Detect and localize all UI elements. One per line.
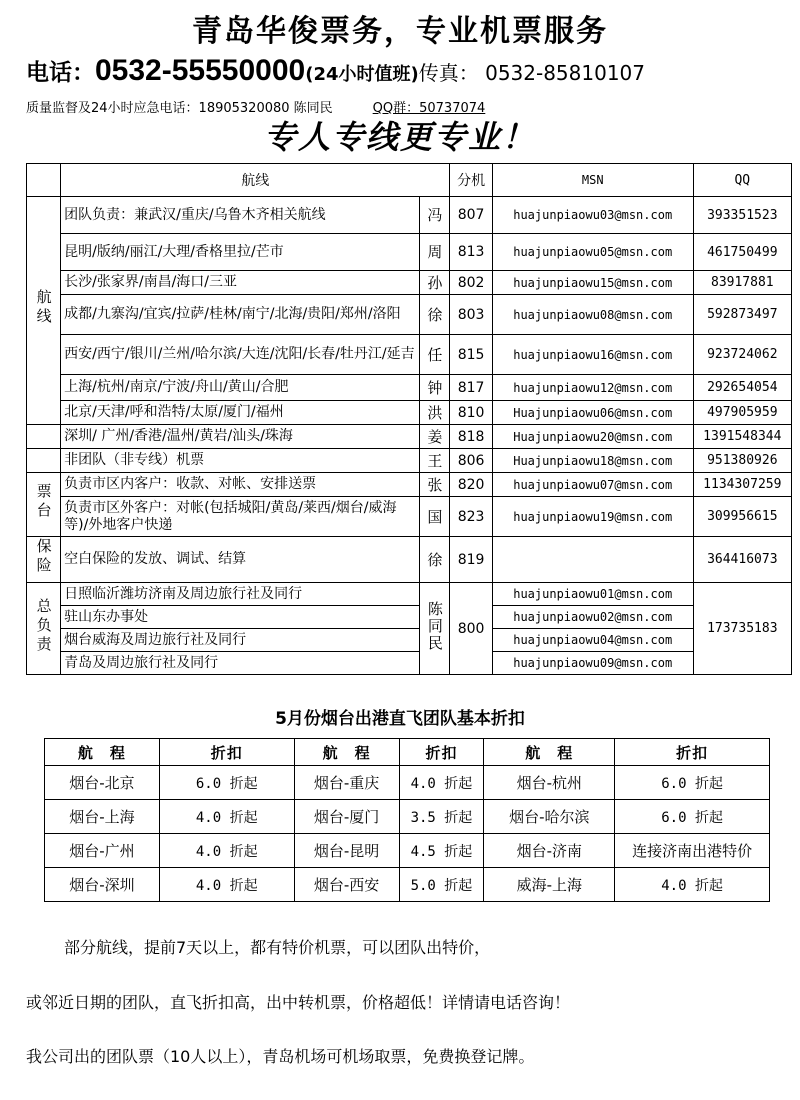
msn-cell: huajunpiaowu15@msn.com — [492, 271, 693, 295]
discount-row — [45, 868, 770, 902]
qq-cell: 951380926 — [693, 449, 791, 473]
route-cell: 青岛及周边旅行社及同行 — [61, 652, 420, 675]
table-row — [27, 652, 792, 675]
ext-cell: 820 — [450, 473, 492, 497]
route-cell: 烟台-北京 — [45, 766, 160, 800]
person-cell: 洪 — [420, 401, 450, 425]
ext-cell: 813 — [450, 234, 492, 271]
route-cell: 非团队（非专线）机票 — [61, 449, 420, 473]
discount-cell: 4.0 折起 — [159, 868, 294, 902]
msn-cell: huajunpiaowu04@msn.com — [492, 629, 693, 652]
route-cell: 昆明/版纳/丽江/大理/香格里拉/芒市 — [61, 234, 420, 271]
table-row — [27, 271, 792, 295]
route-cell: 北京/天津/呼和浩特/太原/厦门/福州 — [61, 401, 420, 425]
ext-cell: 810 — [450, 401, 492, 425]
discount-table — [44, 738, 770, 902]
msn-cell: huajunpiaowu19@msn.com — [492, 497, 693, 537]
table-row — [27, 606, 792, 629]
ext-cell: 815 — [450, 335, 492, 375]
qq-cell: 309956615 — [693, 497, 791, 537]
msn-cell: huajunpiaowu08@msn.com — [492, 295, 693, 335]
person-cell: 姜 — [420, 425, 450, 449]
category-insurance: 保险 — [27, 537, 61, 583]
msn-cell: huajunpiaowu12@msn.com — [492, 375, 693, 401]
person-cell: 任 — [420, 335, 450, 375]
discount-row — [45, 800, 770, 834]
discount-header-row — [45, 739, 770, 766]
route-cell: 威海-上海 — [484, 868, 615, 902]
msn-cell: huajunpiaowu16@msn.com — [492, 335, 693, 375]
person-cell: 国 — [420, 497, 450, 537]
person-cell: 徐 — [420, 537, 450, 583]
qq-cell: 393351523 — [693, 197, 791, 234]
route-cell: 烟台-深圳 — [45, 868, 160, 902]
header-ext: 分机 — [450, 164, 492, 197]
discount-row — [45, 766, 770, 800]
header-route: 航线 — [61, 164, 450, 197]
discount-cell: 连接济南出港特价 — [615, 834, 770, 868]
route-cell: 烟台威海及周边旅行社及同行 — [61, 629, 420, 652]
qq-cell: 461750499 — [693, 234, 791, 271]
discount-cell: 5.0 折起 — [399, 868, 484, 902]
route-cell: 烟台-广州 — [45, 834, 160, 868]
msn-cell: Huajunpiaowu18@msn.com — [492, 449, 693, 473]
header-route-2: 航 程 — [294, 739, 399, 766]
table-row — [27, 335, 792, 375]
header-route-1: 航 程 — [45, 739, 160, 766]
quality-phone: 质量监督及24小时应急电话：18905320080 陈同民 — [26, 101, 333, 116]
phone-line — [26, 54, 645, 88]
fax-number: 传真： 0532-85810107 — [418, 61, 646, 85]
page-title: 青岛华俊票务，专业机票服务 — [192, 14, 608, 49]
qq-cell: 923724062 — [693, 335, 791, 375]
msn-cell: huajunpiaowu02@msn.com — [492, 606, 693, 629]
discount-cell: 4.0 折起 — [159, 834, 294, 868]
discount-cell: 4.0 折起 — [615, 868, 770, 902]
route-cell: 上海/杭州/南京/宁波/舟山/黄山/合肥 — [61, 375, 420, 401]
route-cell: 深圳/ 广州/香港/温州/黄岩/汕头/珠海 — [61, 425, 420, 449]
ext-cell: 802 — [450, 271, 492, 295]
qq-cell: 497905959 — [693, 401, 791, 425]
category-routes: 航线 — [27, 197, 61, 425]
discount-cell: 4.0 折起 — [399, 766, 484, 800]
route-cell: 驻山东办事处 — [61, 606, 420, 629]
route-cell: 长沙/张家界/南昌/海口/三亚 — [61, 271, 420, 295]
category-blank — [27, 449, 61, 473]
staff-table — [26, 163, 792, 675]
msn-cell: huajunpiaowu09@msn.com — [492, 652, 693, 675]
ext-cell: 818 — [450, 425, 492, 449]
ext-cell: 823 — [450, 497, 492, 537]
route-cell: 负责市区内客户：收款、对帐、安排送票 — [61, 473, 420, 497]
table-row — [27, 197, 792, 234]
note-paragraph-1: 部分航线，提前7天以上，都有特价机票，可以团队出特价， — [64, 938, 491, 957]
route-cell: 烟台-厦门 — [294, 800, 399, 834]
discount-cell: 4.5 折起 — [399, 834, 484, 868]
discount-cell: 6.0 折起 — [615, 800, 770, 834]
route-cell: 烟台-济南 — [484, 834, 615, 868]
note-paragraph-3: 我公司出的团队票（10人以上），青岛机场可机场取票，免费换登记牌。 — [26, 1047, 535, 1066]
header-route-3: 航 程 — [484, 739, 615, 766]
table-header-row — [27, 164, 792, 197]
phone-note: (24小时值班) — [305, 64, 419, 85]
qq-cell: 1134307259 — [693, 473, 791, 497]
person-cell: 钟 — [420, 375, 450, 401]
discount-cell: 3.5 折起 — [399, 800, 484, 834]
discount-cell: 6.0 折起 — [159, 766, 294, 800]
table-row — [27, 401, 792, 425]
ext-cell-general: 800 — [450, 583, 492, 675]
route-cell: 烟台-重庆 — [294, 766, 399, 800]
category-ticket: 票台 — [27, 473, 61, 537]
msn-cell: huajunpiaowu07@msn.com — [492, 473, 693, 497]
ext-cell: 806 — [450, 449, 492, 473]
discount-cell: 6.0 折起 — [615, 766, 770, 800]
header-discount-1: 折扣 — [159, 739, 294, 766]
header-blank — [27, 164, 61, 197]
table-row — [27, 449, 792, 473]
qq-group: QQ群：50737074 — [372, 101, 486, 116]
msn-cell: Huajunpiaowu20@msn.com — [492, 425, 693, 449]
header-discount-2: 折扣 — [399, 739, 484, 766]
route-cell: 烟台-哈尔滨 — [484, 800, 615, 834]
qq-cell: 1391548344 — [693, 425, 791, 449]
person-cell: 冯 — [420, 197, 450, 234]
header-discount-3: 折扣 — [615, 739, 770, 766]
discount-title: 5月份烟台出港直飞团队基本折扣 — [275, 709, 525, 729]
route-cell: 成都/九寨沟/宜宾/拉萨/桂林/南宁/北海/贵阳/郑州/洛阳 — [61, 295, 420, 335]
msn-cell: huajunpiaowu01@msn.com — [492, 583, 693, 606]
person-cell: 徐 — [420, 295, 450, 335]
ext-cell: 807 — [450, 197, 492, 234]
table-row — [27, 473, 792, 497]
route-cell: 空白保险的发放、调试、结算 — [61, 537, 420, 583]
header-msn: MSN — [492, 164, 693, 197]
table-row — [27, 425, 792, 449]
phone-number: 0532-55550000 — [95, 54, 306, 87]
slogan: 专人专线更专业！ — [263, 118, 536, 156]
qq-cell: 592873497 — [693, 295, 791, 335]
note-paragraph-2: 或邻近日期的团队，直飞折扣高，出中转机票，价格超低！详情请电话咨询！ — [26, 993, 571, 1012]
ext-cell: 803 — [450, 295, 492, 335]
category-general: 总负责 — [27, 583, 61, 675]
table-row — [27, 295, 792, 335]
category-blank — [27, 425, 61, 449]
person-cell: 孙 — [420, 271, 450, 295]
ext-cell: 817 — [450, 375, 492, 401]
phone-label: 电话： — [26, 60, 95, 86]
table-row — [27, 375, 792, 401]
header-qq: QQ — [693, 164, 791, 197]
table-row — [27, 537, 792, 583]
route-cell: 日照临沂潍坊济南及周边旅行社及同行 — [61, 583, 420, 606]
route-cell: 团队负责：兼武汉/重庆/乌鲁木齐相关航线 — [61, 197, 420, 234]
route-cell: 烟台-上海 — [45, 800, 160, 834]
table-row — [27, 234, 792, 271]
person-cell-general: 陈同民 — [420, 583, 450, 675]
route-cell: 烟台-杭州 — [484, 766, 615, 800]
person-cell: 王 — [420, 449, 450, 473]
table-row — [27, 583, 792, 606]
route-cell: 西安/西宁/银川/兰州/哈尔滨/大连/沈阳/长春/牡丹江/延吉 — [61, 335, 420, 375]
qq-cell: 292654054 — [693, 375, 791, 401]
table-row — [27, 497, 792, 537]
qq-cell: 83917881 — [693, 271, 791, 295]
msn-cell: Huajunpiaowu06@msn.com — [492, 401, 693, 425]
discount-row — [45, 834, 770, 868]
route-cell: 烟台-西安 — [294, 868, 399, 902]
route-cell: 烟台-昆明 — [294, 834, 399, 868]
route-cell: 负责市区外客户：对帐(包括城阳/黄岛/莱西/烟台/威海等)/外地客户快递 — [61, 497, 420, 537]
msn-cell: huajunpiaowu03@msn.com — [492, 197, 693, 234]
table-row — [27, 629, 792, 652]
person-cell: 周 — [420, 234, 450, 271]
qq-cell: 364416073 — [693, 537, 791, 583]
ext-cell: 819 — [450, 537, 492, 583]
person-cell: 张 — [420, 473, 450, 497]
msn-cell — [492, 537, 693, 583]
discount-cell: 4.0 折起 — [159, 800, 294, 834]
qq-cell-general: 173735183 — [693, 583, 791, 675]
msn-cell: huajunpiaowu05@msn.com — [492, 234, 693, 271]
